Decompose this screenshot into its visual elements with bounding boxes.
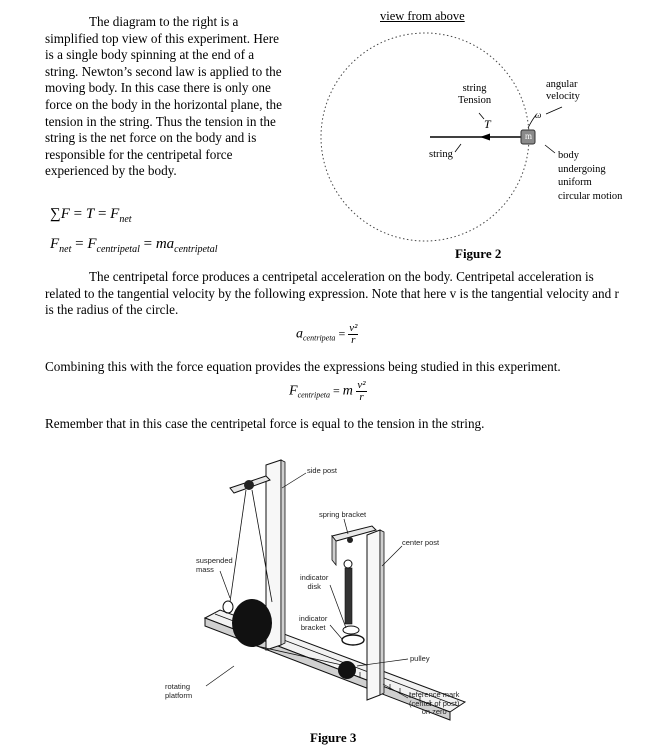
eq4-f: F [289, 383, 298, 399]
side-post-label: side post [307, 466, 338, 475]
body-line-3: uniform [558, 177, 592, 188]
eq1-f-net: F [110, 206, 120, 222]
string-label: string [429, 149, 453, 160]
indicator-disk-label [300, 574, 328, 591]
eq2-centripetal2-sub: centripetal [174, 244, 218, 255]
eq3-equals: = [335, 326, 349, 341]
eq2-f: F [50, 236, 60, 252]
eq4-sub: centripeta [297, 390, 330, 400]
equation-net-force [50, 206, 132, 225]
rotating-platform-label [165, 683, 192, 700]
eq3-a: a [296, 326, 303, 342]
spring [345, 568, 352, 624]
center-post-label: center post [402, 538, 440, 547]
figure-3-caption: Figure 3 [310, 730, 357, 745]
remember-text: Remember that in this case the centripetal force is equal to the tension in the string. [45, 416, 485, 431]
body-line-1: body [558, 150, 579, 161]
suspended-mass-hook [223, 601, 233, 613]
indicator-bracket-label [299, 615, 327, 632]
body-line-4: circular motion [558, 190, 623, 202]
eq4-fraction [356, 380, 366, 403]
centripetal-paragraph: The centripetal force produces a centripetal acceleration on the body. Centripetal acceleration is related to the tangential velocity by the following expression. Note that here v is the tangential velocity and r is the radius of the circle. [45, 269, 619, 318]
reference-mark-line-2: (center of post) [409, 698, 460, 708]
sigma-symbol: ∑ [50, 206, 61, 222]
eq3-fraction [348, 323, 358, 346]
body-label [558, 149, 622, 203]
spring-bracket-label: spring bracket [319, 510, 367, 519]
indicator-bracket-line-2: bracket [300, 622, 326, 632]
eq3-numerator: v² [349, 322, 358, 334]
indicator-bracket-line-1: indicator [299, 614, 328, 623]
eq4-equals: = [330, 383, 343, 398]
eq1-net-sub: net [119, 214, 132, 225]
eq2-equals-b: = [139, 236, 156, 252]
eq1-equals-a: = [69, 206, 86, 222]
center-post [367, 530, 380, 700]
string-tension-line-2: Tension [458, 94, 492, 106]
eq2-net-sub: net [59, 244, 72, 255]
angular-velocity-line-1: angular [546, 79, 578, 90]
eq3-sub: centripeta [303, 333, 336, 343]
reference-mark-line-3: on zero [421, 707, 447, 716]
string-tension-label [458, 83, 491, 106]
string-pointer [455, 144, 461, 152]
eq4-numerator: v² [357, 379, 366, 391]
rotating-platform-line-2: platform [165, 690, 193, 700]
combining-text: Combining this with the force equation provides the expressions being studied in this experiment. [45, 359, 561, 374]
side-post-pulley [244, 480, 254, 490]
mass-m-label: m [525, 131, 533, 141]
equation-centripetal-force-mv2r [289, 380, 367, 403]
tension-arrow-head [480, 134, 490, 141]
reference-mark-line-1: reference mark [409, 690, 460, 699]
pulley-label: pulley [410, 654, 430, 663]
indicator-bracket [342, 635, 364, 645]
spring-bracket-knob [347, 537, 353, 543]
suspension-string-left [230, 490, 246, 602]
center-post-edge [380, 530, 384, 695]
suspended-mass-line-2: mass [196, 564, 214, 574]
eq2-ma: ma [155, 236, 175, 252]
eq4-m: m [342, 383, 353, 399]
figure-2-drawing [300, 0, 653, 265]
angular-velocity-label [546, 79, 580, 102]
suspended-mass-label [196, 557, 233, 574]
eq2-centripetal-sub: centripetal [96, 244, 140, 255]
rotating-platform-line-1: rotating [165, 682, 191, 691]
eq2-f-c: F [87, 236, 97, 252]
figure-2-caption: Figure 2 [455, 246, 502, 261]
pulley [338, 661, 356, 679]
body-pointer [545, 145, 555, 153]
string-tension-line-1: string [462, 83, 487, 94]
body-line-2: undergoing [558, 163, 606, 175]
omega-pointer [546, 107, 562, 114]
suspended-mass [232, 599, 272, 647]
figure-2 [300, 0, 653, 265]
eq2-equals-a: = [71, 236, 88, 252]
figure-3 [160, 440, 480, 751]
reference-mark-label [409, 691, 459, 717]
omega-label: ω [535, 110, 542, 120]
eq1-f: F [60, 206, 70, 222]
indicator-disk-line-1: indicator [300, 573, 329, 582]
eq1-equals-b: = [94, 206, 111, 222]
angular-velocity-line-2: velocity [546, 90, 580, 102]
eq3-denominator: r [348, 334, 358, 346]
indicator-disk-line-2: disk [307, 581, 321, 591]
spring-top-hook [344, 560, 352, 568]
view-from-above-heading: view from above [380, 9, 465, 23]
equation-centripetal-force [50, 236, 218, 255]
eq4-denominator: r [356, 391, 366, 403]
spring-bracket-plate [332, 536, 336, 565]
equation-centripetal-acceleration [296, 323, 358, 346]
eq1-t: T [85, 206, 95, 222]
tension-t-label: T [484, 117, 491, 131]
suspended-mass-line-1: suspended [196, 556, 233, 565]
intro-paragraph: The diagram to the right is a simplified top view of this experiment. Here is a single body spinning at the end of a string. Newton’s second law is applied to the moving body. In this case there is only one force on the body in the horizontal plane, the tension in the string. Thus the tension in the string is the net force on the body and is responsible for the centripetal force experienced by the body. [45, 14, 282, 179]
